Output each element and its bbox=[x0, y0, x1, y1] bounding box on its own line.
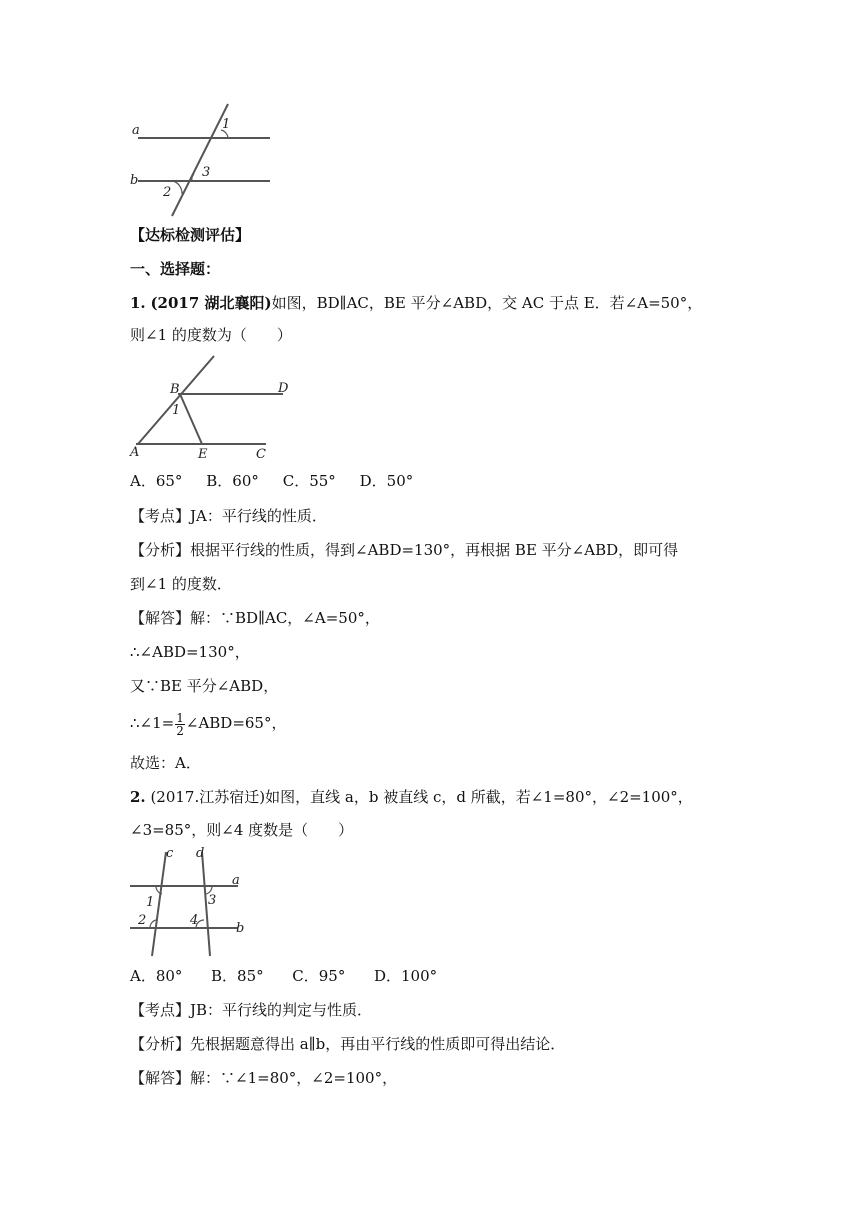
q2-option-a: A．80° bbox=[130, 967, 183, 985]
line-ab-extended bbox=[138, 356, 214, 444]
q1-jieda-fraction-line bbox=[130, 710, 286, 737]
q1-fenxi-tag: 【分析】 bbox=[130, 541, 191, 559]
q2-kaodian-text: JB：平行线的判定与性质． bbox=[190, 1001, 373, 1019]
q2-option-b: B．85° bbox=[211, 967, 264, 985]
q1-stem-line2: 则∠1 的度数为（ ） bbox=[130, 326, 292, 344]
label-angle-3: 3 bbox=[208, 893, 217, 908]
q2-jieda-text: 解：∵∠1=80°，∠2=100°， bbox=[190, 1069, 398, 1087]
q1-choice: 故选：A． bbox=[130, 754, 201, 772]
q1-jieda-line2: ∴∠ABD=130°， bbox=[130, 643, 250, 661]
label-angle-2: 2 bbox=[163, 185, 172, 200]
label-b: b bbox=[130, 173, 139, 188]
label-E: E bbox=[198, 447, 208, 462]
label-angle-4: 4 bbox=[190, 913, 199, 928]
label-angle-2: 2 bbox=[138, 913, 147, 928]
q1-jieda-line3: 又∵BE 平分∠ABD， bbox=[130, 677, 279, 695]
q1-fenxi-line1 bbox=[130, 540, 678, 560]
q1-frac-prefix: ∴∠1= bbox=[130, 714, 175, 732]
q2-kaodian bbox=[130, 1000, 372, 1020]
angle-2-arc bbox=[173, 181, 182, 194]
q2-jieda bbox=[130, 1068, 397, 1088]
label-d: d bbox=[196, 846, 205, 861]
subsection-title: 一、选择题： bbox=[130, 260, 221, 278]
figure-parallel-lines-top bbox=[128, 100, 278, 218]
label-C: C bbox=[256, 447, 266, 462]
label-D: D bbox=[278, 381, 289, 396]
q2-kaodian-tag: 【考点】 bbox=[130, 1001, 191, 1019]
section-title: 【达标检测评估】 bbox=[130, 226, 251, 244]
q1-figure bbox=[128, 352, 298, 462]
label-angle-1: 1 bbox=[172, 403, 181, 418]
q1-frac-suffix: ∠ABD=65°， bbox=[185, 714, 287, 732]
label-b: b bbox=[236, 921, 245, 936]
q1-fenxi-line2: 到∠1 的度数． bbox=[130, 575, 232, 593]
q2-stem-text: 如图，直线 a，b 被直线 c，d 所截，若∠1=80°，∠2=100°， bbox=[265, 788, 693, 806]
q1-jieda-tag: 【解答】 bbox=[130, 609, 191, 627]
q1-option-c: C．55° bbox=[282, 472, 336, 490]
fraction-denominator: 2 bbox=[176, 723, 184, 738]
q2-option-c: C．95° bbox=[292, 967, 346, 985]
q1-number: 1. bbox=[130, 294, 146, 312]
q2-stem-line2: ∠3=85°，则∠4 度数是（ ） bbox=[130, 821, 354, 839]
q1-stem-line1 bbox=[130, 293, 702, 313]
q2-fenxi-tag: 【分析】 bbox=[130, 1035, 191, 1053]
label-a: a bbox=[132, 123, 140, 138]
fraction-numerator: 1 bbox=[176, 710, 184, 725]
label-c: c bbox=[166, 846, 174, 861]
q2-figure bbox=[128, 844, 258, 960]
q1-kaodian-tag: 【考点】 bbox=[130, 507, 191, 525]
fraction-one-half bbox=[175, 712, 185, 737]
label-angle-1: 1 bbox=[222, 117, 231, 132]
q1-option-b: B．60° bbox=[206, 472, 259, 490]
q1-jieda-text: 解：∵BD∥AC，∠A=50°， bbox=[190, 609, 380, 627]
q2-fenxi bbox=[130, 1034, 565, 1054]
q1-kaodian bbox=[130, 506, 327, 526]
label-angle-3: 3 bbox=[202, 165, 211, 180]
q2-options bbox=[130, 966, 437, 986]
q2-fenxi-text: 先根据题意得出 a∥b，再由平行线的性质即可得出结论． bbox=[190, 1035, 566, 1053]
label-A: A bbox=[130, 445, 140, 460]
q1-fenxi-text: 根据平行线的性质，得到∠ABD=130°，再根据 BE 平分∠ABD，即可得 bbox=[190, 541, 679, 559]
segment-be bbox=[180, 394, 202, 444]
q2-stem-line1 bbox=[130, 787, 693, 807]
q2-source: (2017.江苏宿迁) bbox=[150, 788, 266, 806]
label-a: a bbox=[232, 873, 240, 888]
q1-option-d: D．50° bbox=[359, 472, 414, 490]
q1-jieda-line1 bbox=[130, 608, 380, 628]
q1-source: (2017 湖北襄阳) bbox=[150, 294, 272, 312]
q2-number: 2. bbox=[130, 788, 146, 806]
transversal bbox=[172, 104, 231, 216]
q1-option-a: A．65° bbox=[130, 472, 183, 490]
q2-jieda-tag: 【解答】 bbox=[130, 1069, 191, 1087]
label-angle-1: 1 bbox=[146, 895, 155, 910]
q1-kaodian-text: JA：平行线的性质． bbox=[190, 507, 327, 525]
q1-options bbox=[130, 471, 413, 491]
label-B: B bbox=[170, 382, 180, 397]
q1-stem-text: 如图，BD∥AC，BE 平分∠ABD，交 AC 于点 E．若∠A=50°， bbox=[271, 294, 703, 312]
q2-option-d: D．100° bbox=[373, 967, 438, 985]
